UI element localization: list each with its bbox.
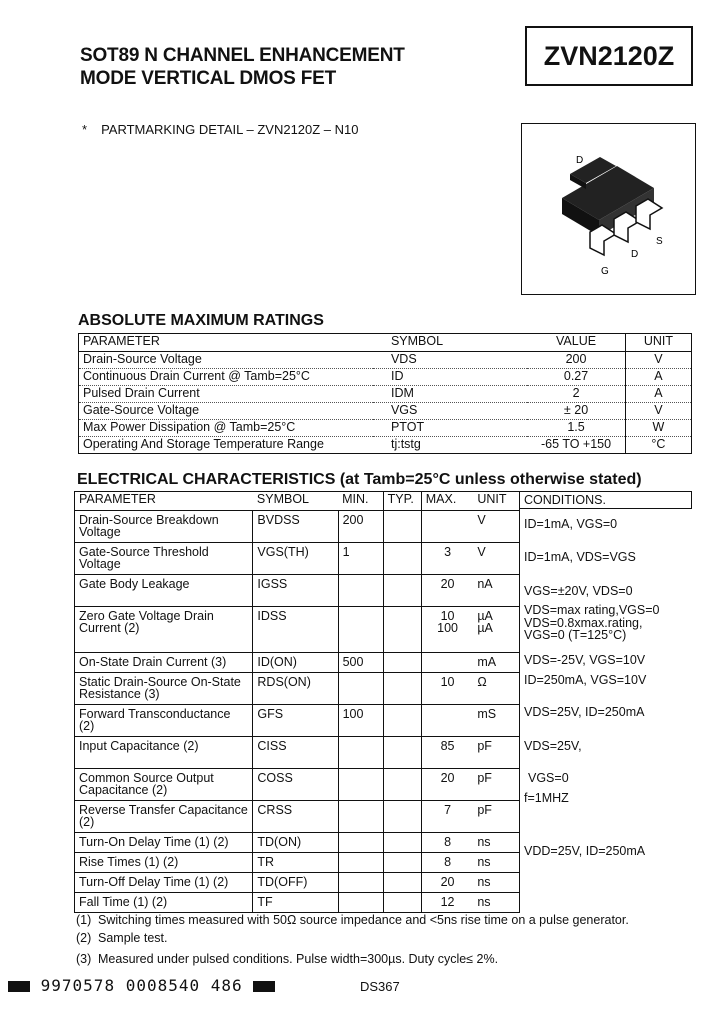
elec-symbol: COSS [253, 769, 338, 801]
elec-min [338, 833, 383, 853]
abs-max-title: ABSOLUTE MAXIMUM RATINGS [78, 312, 324, 329]
header-typ: TYP. [383, 492, 421, 511]
elec-parameter: Turn-Off Delay Time (1) (2) [75, 873, 253, 893]
abs-max-parameter: Drain-Source Voltage [79, 352, 373, 369]
elec-min [338, 893, 383, 913]
elec-typ [383, 769, 421, 801]
elec-parameter: Common Source Output Capacitance (2) [75, 769, 253, 801]
header-symbol: SYMBOL [253, 492, 338, 511]
elec-typ [383, 833, 421, 853]
elec-typ [383, 801, 421, 833]
condition-cap-1: VDS=25V, [524, 739, 582, 753]
abs-max-parameter: Pulsed Drain Current [79, 386, 373, 403]
elec-row [75, 673, 520, 705]
note-3 [76, 952, 498, 966]
elec-unit: ns [473, 833, 519, 853]
document-title [80, 44, 405, 90]
elec-row [75, 893, 520, 913]
note-2-text: Sample test. [98, 931, 168, 945]
elec-parameter: Fall Time (1) (2) [75, 893, 253, 913]
partmarking-bullet: * [82, 122, 88, 137]
elec-typ [383, 673, 421, 705]
elec-parameter: Turn-On Delay Time (1) (2) [75, 833, 253, 853]
elec-min: 500 [338, 653, 383, 673]
elec-parameter: Static Drain-Source On-State Resistance (3) [75, 673, 253, 705]
elec-symbol: IDSS [253, 607, 338, 653]
abs-max-row [79, 403, 692, 420]
abs-max-unit: A [625, 369, 691, 386]
package-drawing-box [521, 123, 696, 295]
elec-symbol: ID(ON) [253, 653, 338, 673]
pin-label-drain-tab: D [576, 155, 584, 166]
electrical-table [74, 491, 520, 913]
elec-min [338, 853, 383, 873]
elec-symbol: TF [253, 893, 338, 913]
abs-max-unit: V [625, 352, 691, 369]
abs-max-parameter: Operating And Storage Temperature Range [79, 437, 373, 454]
abs-max-row [79, 437, 692, 454]
elec-max: 85 [421, 737, 473, 769]
elec-symbol: IGSS [253, 575, 338, 607]
note-2 [76, 931, 167, 945]
elec-max: 20 [421, 575, 473, 607]
elec-typ [383, 543, 421, 575]
abs-max-value: 1.5 [527, 420, 625, 437]
note-3-text: Measured under pulsed conditions. Pulse width=300µs. Duty cycle≤ 2%. [98, 952, 499, 966]
note-3-num: (3) [76, 952, 92, 966]
elec-min [338, 801, 383, 833]
barcode-block-right [253, 981, 275, 992]
condition-cap-3: f=1MHZ [524, 791, 569, 805]
abs-max-value: 0.27 [527, 369, 625, 386]
elec-symbol: RDS(ON) [253, 673, 338, 705]
part-number-box [525, 26, 693, 86]
elec-parameter: Zero Gate Voltage Drain Current (2) [75, 607, 253, 653]
elec-unit: µA µA [473, 607, 519, 653]
elec-symbol: TR [253, 853, 338, 873]
sot89-package-icon [522, 124, 694, 294]
elec-row [75, 853, 520, 873]
elec-symbol: BVDSS [253, 511, 338, 543]
abs-max-parameter: Max Power Dissipation @ Tamb=25°C [79, 420, 373, 437]
elec-unit: ns [473, 873, 519, 893]
elec-title: ELECTRICAL CHARACTERISTICS (at Tamb=25°C unless otherwise stated) [77, 471, 642, 488]
condition-switching: VDD=25V, ID=250mA [524, 844, 646, 858]
abs-max-symbol: VGS [373, 403, 527, 420]
elec-row [75, 769, 520, 801]
condition-idss-2: VDS=0.8xmax.rating, [524, 616, 643, 630]
elec-symbol: TD(ON) [253, 833, 338, 853]
document-number: DS367 [360, 979, 400, 994]
header-parameter: PARAMETER [75, 492, 253, 511]
barcode-block-left [8, 981, 30, 992]
condition-gfs: VDS=25V, ID=250mA [524, 705, 645, 719]
abs-max-unit: A [625, 386, 691, 403]
elec-max: 3 [421, 543, 473, 575]
elec-unit: Ω [473, 673, 519, 705]
elec-min [338, 737, 383, 769]
elec-unit: ns [473, 893, 519, 913]
elec-min: 1 [338, 543, 383, 575]
elec-unit: pF [473, 737, 519, 769]
elec-typ [383, 705, 421, 737]
abs-max-unit: W [625, 420, 691, 437]
elec-min [338, 769, 383, 801]
partmarking-text: PARTMARKING DETAIL – ZVN2120Z – N10 [101, 122, 359, 137]
elec-unit: mS [473, 705, 519, 737]
elec-unit: mA [473, 653, 519, 673]
note-1-num: (1) [76, 913, 92, 927]
condition-rds: ID=250mA, VGS=10V [524, 673, 647, 687]
elec-max: 8 [421, 833, 473, 853]
elec-header-row [75, 492, 520, 511]
abs-max-row [79, 369, 692, 386]
elec-symbol: CRSS [253, 801, 338, 833]
elec-max: 12 [421, 893, 473, 913]
elec-max [421, 511, 473, 543]
abs-max-row [79, 352, 692, 369]
elec-unit: nA [473, 575, 519, 607]
elec-symbol: VGS(TH) [253, 543, 338, 575]
elec-typ [383, 893, 421, 913]
elec-parameter: Reverse Transfer Capacitance (2) [75, 801, 253, 833]
elec-typ [383, 873, 421, 893]
elec-max: 7 [421, 801, 473, 833]
elec-typ [383, 737, 421, 769]
footer-barcode [8, 976, 275, 995]
elec-max: 20 [421, 873, 473, 893]
part-number: ZVN2120Z [543, 40, 675, 71]
elec-parameter: Rise Times (1) (2) [75, 853, 253, 873]
abs-max-header-row [79, 334, 692, 352]
barcode-text: 9970578 0008540 486 [40, 976, 243, 995]
title-line-2: MODE VERTICAL DMOS FET [80, 68, 336, 89]
elec-unit: ns [473, 853, 519, 873]
elec-row [75, 543, 520, 575]
conditions-header-cell [520, 491, 692, 509]
condition-idss-3: VGS=0 (T=125°C) [524, 628, 627, 642]
header-value: VALUE [527, 334, 625, 352]
header-max: MAX. [421, 492, 473, 511]
elec-parameter: Forward Transconductance (2) [75, 705, 253, 737]
header-conditions: CONDITIONS. [524, 493, 606, 507]
elec-max [421, 653, 473, 673]
abs-max-parameter: Continuous Drain Current @ Tamb=25°C [79, 369, 373, 386]
elec-parameter: Input Capacitance (2) [75, 737, 253, 769]
elec-min [338, 873, 383, 893]
header-parameter: PARAMETER [79, 334, 373, 352]
condition-threshold: ID=1mA, VDS=VGS [524, 550, 636, 564]
elec-typ [383, 511, 421, 543]
abs-max-symbol: tj:tstg [373, 437, 527, 454]
elec-max: 8 [421, 853, 473, 873]
elec-max: 10 [421, 673, 473, 705]
elec-parameter: On-State Drain Current (3) [75, 653, 253, 673]
elec-row [75, 607, 520, 653]
elec-unit: V [473, 511, 519, 543]
elec-max [421, 705, 473, 737]
elec-typ [383, 575, 421, 607]
title-line-1: SOT89 N CHANNEL ENHANCEMENT [80, 45, 405, 66]
elec-typ [383, 653, 421, 673]
abs-max-row [79, 420, 692, 437]
condition-leakage: VGS=±20V, VDS=0 [524, 584, 633, 598]
abs-max-value: ± 20 [527, 403, 625, 420]
condition-idss-1: VDS=max rating,VGS=0 [524, 603, 660, 617]
partmarking-detail [82, 122, 359, 137]
elec-unit: pF [473, 769, 519, 801]
elec-typ [383, 853, 421, 873]
pin-label-gate: G [601, 266, 609, 277]
header-symbol: SYMBOL [373, 334, 527, 352]
elec-parameter: Gate Body Leakage [75, 575, 253, 607]
elec-min [338, 607, 383, 653]
elec-row [75, 705, 520, 737]
header-unit: UNIT [625, 334, 691, 352]
abs-max-symbol: IDM [373, 386, 527, 403]
elec-symbol: TD(OFF) [253, 873, 338, 893]
condition-cap-2: VGS=0 [528, 771, 569, 785]
elec-min: 200 [338, 511, 383, 543]
condition-on-state: VDS=-25V, VGS=10V [524, 653, 646, 667]
elec-row [75, 575, 520, 607]
abs-max-symbol: ID [373, 369, 527, 386]
elec-min [338, 575, 383, 607]
condition-breakdown: ID=1mA, VGS=0 [524, 517, 618, 531]
abs-max-value: 2 [527, 386, 625, 403]
abs-max-table [78, 333, 692, 454]
elec-parameter: Drain-Source Breakdown Voltage [75, 511, 253, 543]
abs-max-value: 200 [527, 352, 625, 369]
abs-max-unit: V [625, 403, 691, 420]
elec-unit: V [473, 543, 519, 575]
elec-parameter: Gate-Source Threshold Voltage [75, 543, 253, 575]
abs-max-symbol: VDS [373, 352, 527, 369]
elec-min: 100 [338, 705, 383, 737]
pin-label-source: S [656, 236, 663, 247]
elec-max: 10 100 [421, 607, 473, 653]
elec-symbol: CISS [253, 737, 338, 769]
elec-row [75, 801, 520, 833]
note-2-num: (2) [76, 931, 92, 945]
abs-max-row [79, 386, 692, 403]
elec-max: 20 [421, 769, 473, 801]
elec-typ [383, 607, 421, 653]
elec-min [338, 673, 383, 705]
elec-row [75, 737, 520, 769]
note-1 [76, 913, 629, 927]
elec-row [75, 873, 520, 893]
abs-max-unit: °C [625, 437, 691, 454]
elec-unit: pF [473, 801, 519, 833]
abs-max-parameter: Gate-Source Voltage [79, 403, 373, 420]
header-unit: UNIT [473, 492, 519, 511]
elec-row [75, 653, 520, 673]
elec-symbol: GFS [253, 705, 338, 737]
note-1-text: Switching times measured with 50Ω source impedance and <5ns rise time on a pulse generator. [98, 913, 629, 927]
abs-max-value: -65 TO +150 [527, 437, 625, 454]
abs-max-symbol: PTOT [373, 420, 527, 437]
header-min: MIN. [338, 492, 383, 511]
elec-row [75, 511, 520, 543]
pin-label-drain: D [631, 249, 639, 260]
elec-row [75, 833, 520, 853]
